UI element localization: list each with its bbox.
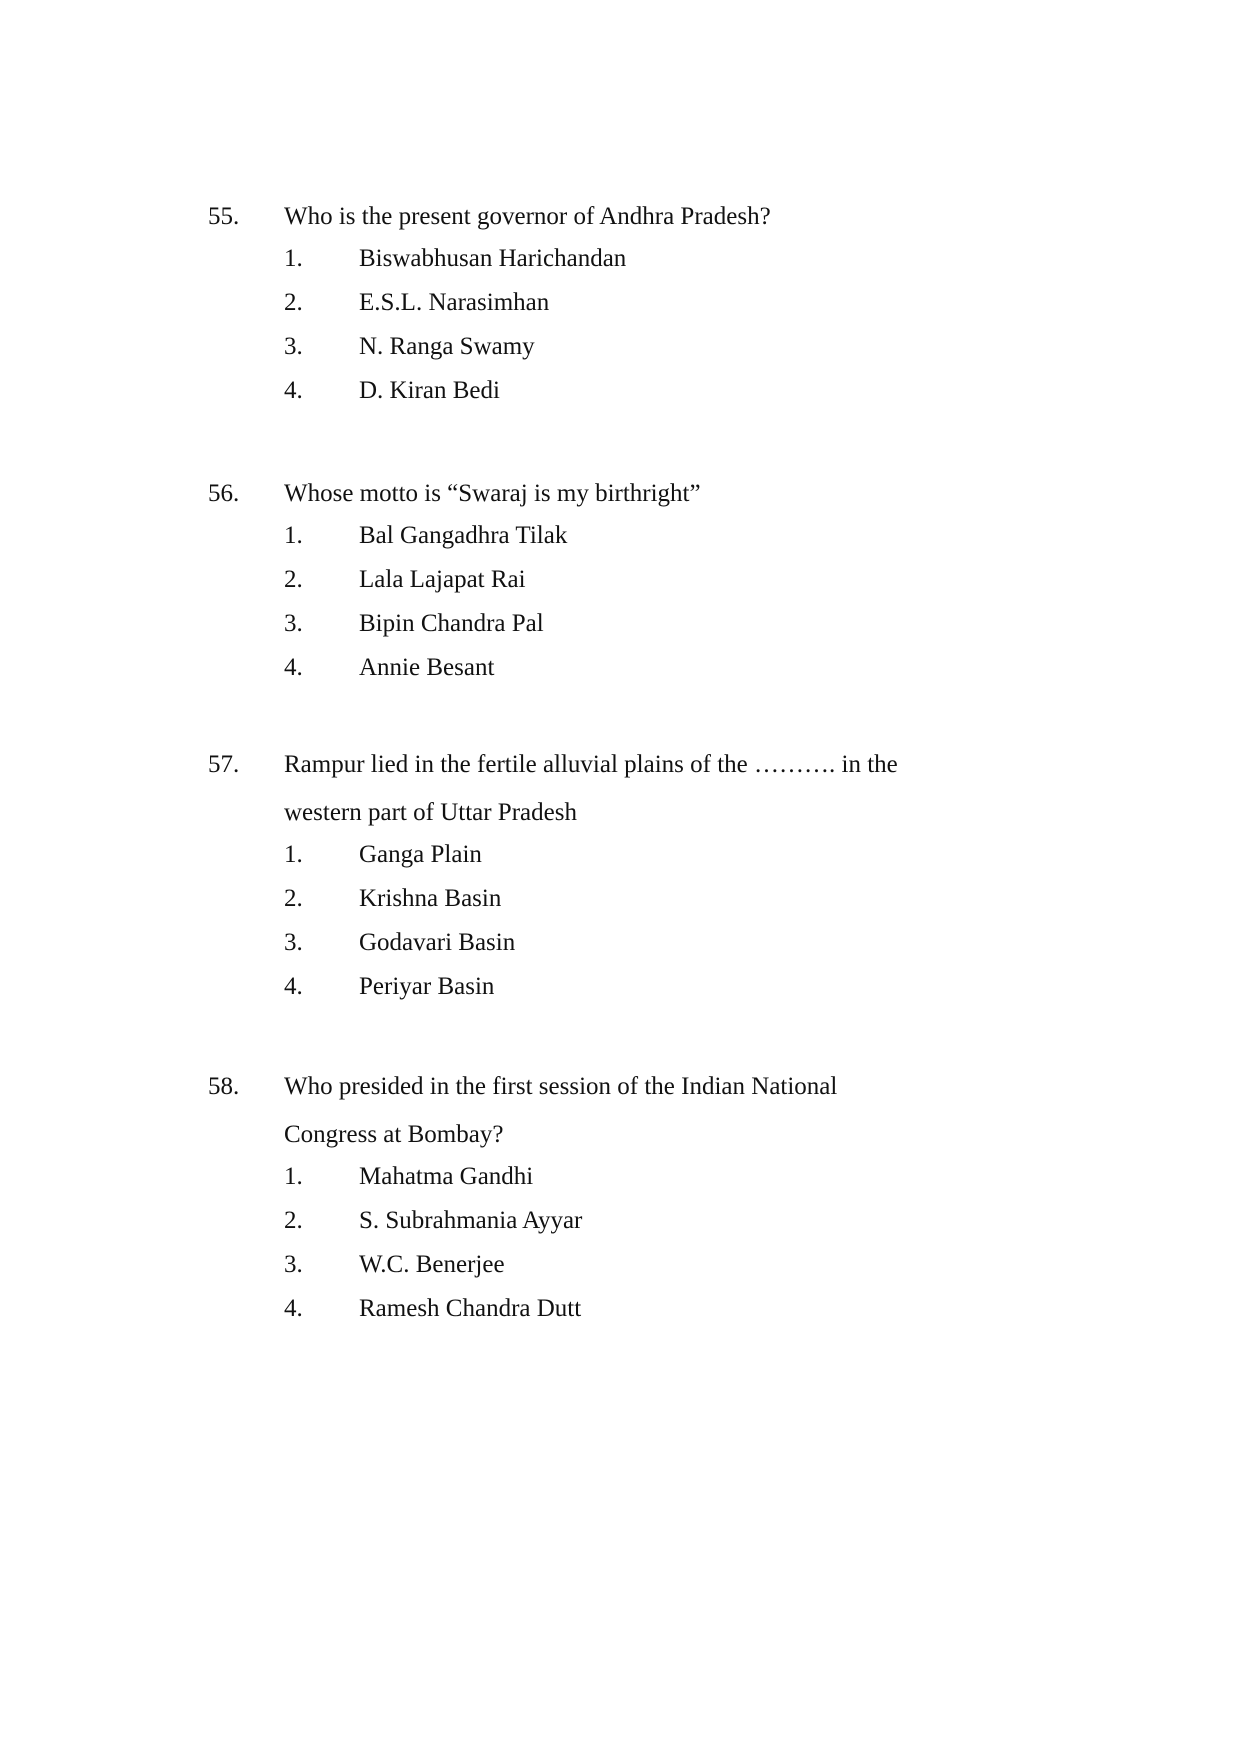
question-text-continued: Congress at Bombay? [284,1121,504,1148]
option-text: D. Kiran Bedi [359,377,500,404]
option-text: N. Ranga Swamy [359,333,535,360]
option-item [208,325,1028,369]
option-text: W.C. Benerjee [359,1251,505,1278]
question-56 [208,470,1028,690]
option-text: Periyar Basin [359,973,495,1000]
question-text: Whose motto is “Swaraj is my birthright” [284,480,701,507]
option-number: 1. [284,841,303,868]
question-line [208,741,1028,789]
question-text: Who presided in the first session of the Indian National [284,1073,838,1100]
option-item [208,1199,1028,1243]
option-item [208,602,1028,646]
option-text: Lala Lajapat Rai [359,566,526,593]
option-number: 1. [284,1163,303,1190]
option-number: 4. [284,973,303,1000]
option-text: Bal Gangadhra Tilak [359,522,568,549]
question-line [208,470,1028,518]
question-text: Who is the present governor of Andhra Pradesh? [284,203,771,230]
option-text: Bipin Chandra Pal [359,610,544,637]
question-text: Rampur lied in the fertile alluvial plains of the ………. in the [284,751,898,778]
question-line [208,193,1028,241]
option-item [208,281,1028,325]
option-number: 1. [284,522,303,549]
option-number: 2. [284,885,303,912]
option-item [208,965,1028,1009]
question-number: 56. [208,480,240,507]
option-number: 2. [284,566,303,593]
option-text: Biswabhusan Harichandan [359,245,627,272]
question-number: 57. [208,751,240,778]
option-number: 1. [284,245,303,272]
option-text: E.S.L. Narasimhan [359,289,550,316]
option-text: Krishna Basin [359,885,502,912]
option-number: 4. [284,1295,303,1322]
question-57 [208,741,1028,1009]
option-text: Ramesh Chandra Dutt [359,1295,582,1322]
question-line [208,1063,1028,1111]
option-text: Mahatma Gandhi [359,1163,534,1190]
question-58 [208,1063,1028,1331]
option-item [208,1287,1028,1331]
option-list [208,237,1028,413]
question-number: 58. [208,1073,240,1100]
option-text: S. Subrahmania Ayyar [359,1207,583,1234]
option-number: 4. [284,654,303,681]
option-number: 3. [284,610,303,637]
option-number: 4. [284,377,303,404]
question-text-continued: western part of Uttar Pradesh [284,799,577,826]
option-list [208,1155,1028,1331]
option-number: 3. [284,1251,303,1278]
option-list [208,514,1028,690]
option-item [208,877,1028,921]
option-text: Annie Besant [359,654,495,681]
option-text: Ganga Plain [359,841,482,868]
option-item [208,237,1028,281]
question-number: 55. [208,203,240,230]
option-item [208,558,1028,602]
option-item [208,921,1028,965]
option-text: Godavari Basin [359,929,516,956]
option-item [208,1155,1028,1199]
option-number: 2. [284,289,303,316]
question-55 [208,193,1028,413]
option-number: 3. [284,929,303,956]
option-item [208,514,1028,558]
option-item [208,646,1028,690]
option-item [208,369,1028,413]
option-item [208,1243,1028,1287]
option-item [208,833,1028,877]
option-number: 2. [284,1207,303,1234]
option-list [208,833,1028,1009]
option-number: 3. [284,333,303,360]
